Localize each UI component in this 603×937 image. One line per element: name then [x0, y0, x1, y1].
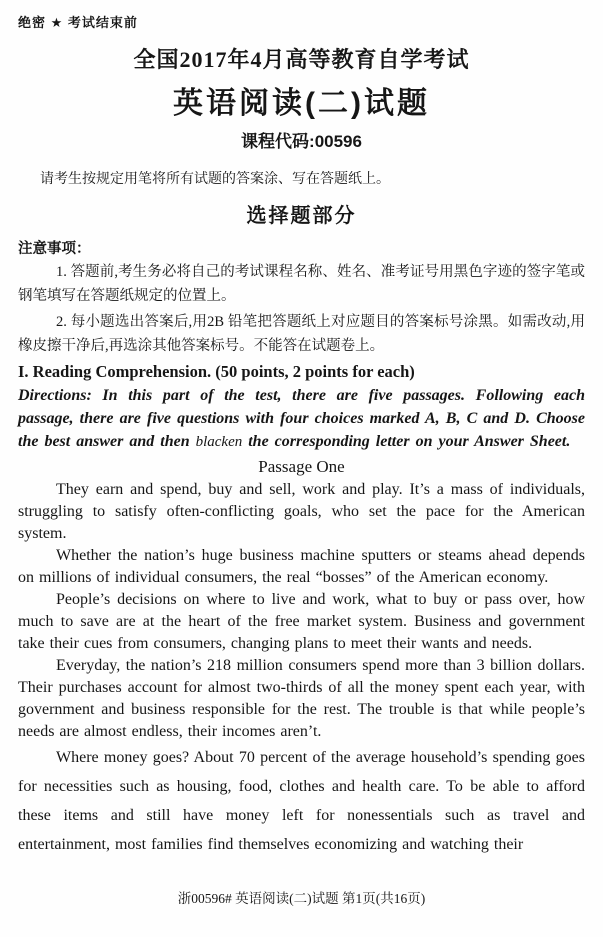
exam-title-line2: 英语阅读(二)试题 — [173, 87, 430, 120]
passage-one-title: Passage One — [258, 457, 345, 476]
passage-paragraph-4: Everyday, the nation’s 218 million consumers spend more than 3 billion dollars. Their purchases account for almost two-thirds of all the money spent each year, with government and business responsible for the rest. The trouble is that while people’s needs are almost endless, their incomes aren’t. — [18, 657, 585, 740]
answer-sheet-instruction: 请考生按规定用笔将所有试题的答案涂、写在答题纸上。 — [40, 172, 390, 187]
reading-comprehension-heading: I. Reading Comprehension. (50 points, 2 points for each) — [18, 362, 415, 381]
note-item-1: 1. 答题前,考生务必将自己的考试课程名称、姓名、准考证号用黑色字迹的签字笔或钢笔填写在答题纸规定的位置上。 — [18, 264, 585, 304]
passage-one-body — [18, 479, 585, 895]
security-classification: 绝密 ★ 考试结束前 — [18, 15, 138, 30]
multiple-choice-section-title: 选择题部分 — [246, 205, 357, 227]
exam-title-line1: 全国2017年4月高等教育自学考试 — [133, 47, 470, 72]
reading-directions — [18, 384, 585, 454]
directions-text-part2: the corresponding letter on your Answer Sheet. — [242, 433, 571, 450]
passage-paragraph-2: Whether the nation’s huge business machine sputters or steams ahead depends on millions of individual consumers, the real “bosses” of the American economy. — [18, 547, 585, 586]
course-code: 课程代码:00596 — [241, 132, 362, 151]
passage-paragraph-3: People’s decisions on where to live and work, what to buy or pass over, how much to save are at the heart of the free market system. Business and government take their cues from consumers, changing plans to meet their wants and needs. — [18, 591, 585, 652]
page-footer: 浙00596# 英语阅读(二)试题 第1页(共16页) — [0, 887, 603, 907]
passage-paragraph-1: They earn and spend, buy and sell, work and play. It’s a mass of individuals, struggling to satisfy often-conflicting goals, who set the pace for the American system. — [18, 481, 585, 542]
passage-paragraph-5: Where money goes? About 70 percent of the average household’s spending goes for necessities such as housing, food, clothes and health care. To be able to afford these items and still have money left for nonessentials such as travel and entertainment, most families find themselves economizing and watching their — [18, 749, 585, 853]
notes-heading: 注意事项： — [18, 241, 91, 257]
directions-text-part1: Directions: In this part of the test, there are five passages. Following each passage, there are five questions with four choices marked A, B, C and D. Choose the best answer and then — [18, 387, 585, 450]
note-item-2: 2. 每小题选出答案后,用2B 铅笔把答题纸上对应题目的答案标号涂黑。如需改动,用橡皮擦干净后,再选涂其他答案标号。不能答在试题卷上。 — [18, 314, 585, 354]
directions-text-blacken: blacken — [195, 434, 243, 450]
